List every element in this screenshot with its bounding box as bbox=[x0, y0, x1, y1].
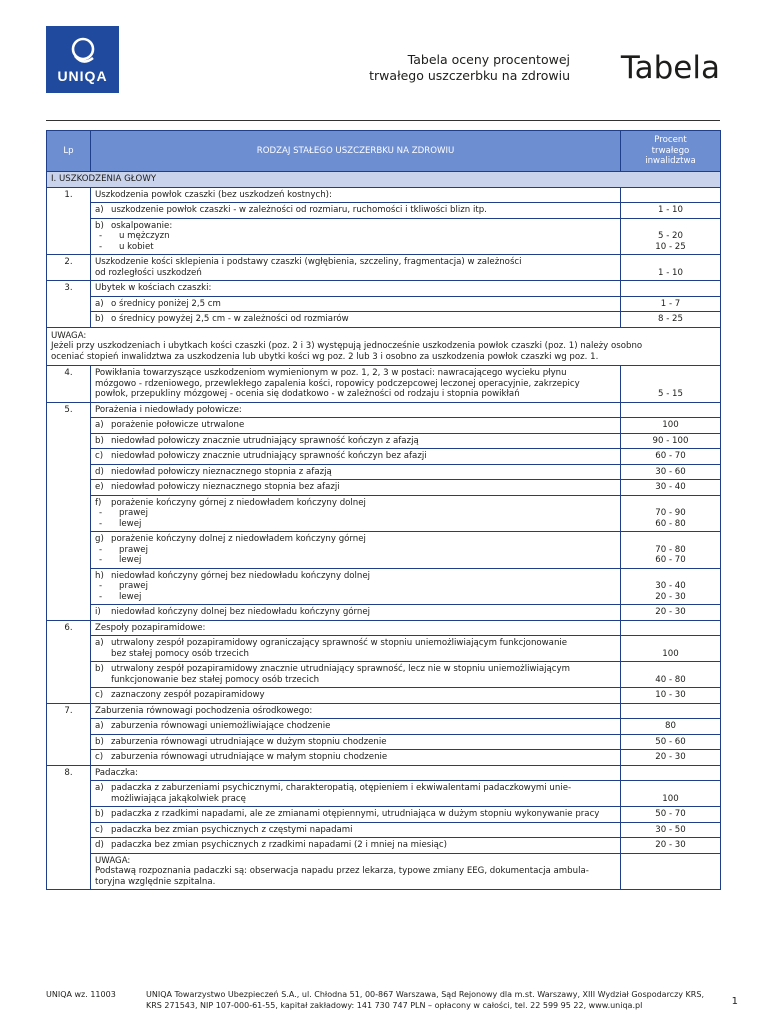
col-lp: Lp bbox=[47, 131, 91, 172]
table-header bbox=[47, 131, 721, 172]
table-row: h) niedowład kończyny górnej bez niedowładu kończyny dolnej - prawej - lewej 30 - 40 20 - 30 bbox=[47, 568, 721, 605]
table-row: d) padaczka bez zmian psychicznych z rzadkimi napadami (2 i mniej na miesiąc) 20 - 30 bbox=[47, 838, 721, 854]
document-subtitle: Tabela oceny procentowej trwałego uszczerbku na zdrowiu bbox=[369, 52, 570, 83]
page-number: 1 bbox=[731, 996, 738, 1007]
table-row: 1. Uszkodzenia powłok czaszki (bez uszkodzeń kostnych): bbox=[47, 187, 721, 203]
form-code: UNIQA wz. 11003 bbox=[46, 990, 116, 999]
table-row: a) porażenie połowicze utrwalone 100 bbox=[47, 418, 721, 434]
section-header: I. USZKODZENIA GŁOWY bbox=[47, 172, 721, 188]
logo-emblem-icon bbox=[67, 36, 99, 64]
table-row: c) zaburzenia równowagi utrudniające w małym stopniu chodzenie 20 - 30 bbox=[47, 750, 721, 766]
table-row: i) niedowład kończyny dolnej bez niedowładu kończyny górnej 20 - 30 bbox=[47, 605, 721, 621]
table-row: a) o średnicy poniżej 2,5 cm 1 - 7 bbox=[47, 296, 721, 312]
col-pct: Procent trwałego inwalidztwa bbox=[621, 131, 721, 172]
table-row: c) niedowład połowiczy znacznie utrudniający sprawność kończyn bez afazji 60 - 70 bbox=[47, 449, 721, 465]
table-row: b) oskalpowanie: - u mężczyzn - u kobiet 5 - 20 10 - 25 bbox=[47, 218, 721, 255]
table-row: d) niedowład połowiczy nieznacznego stopnia z afazją 30 - 60 bbox=[47, 464, 721, 480]
table-row: g) porażenie kończyny dolnej z niedowładem kończyny górnej - prawej - lewej 70 - 80 60 - 70 bbox=[47, 532, 721, 569]
table-row: 2. Uszkodzenie kości sklepienia i podstawy czaszki (wgłębienia, szczeliny, fragmentacja) w zależności od rozległości uszkodzeń 1 - 10 bbox=[47, 255, 721, 281]
table-row: a) utrwalony zespół pozapiramidowy ograniczający sprawność w stopniu uniemożliwiającym funkcjonowanie bez stałej pomocy osób trzecich 100 bbox=[47, 636, 721, 662]
disability-table bbox=[46, 130, 721, 890]
header-divider bbox=[46, 120, 720, 121]
col-desc: RODZAJ STAŁEGO USZCZERBKU NA ZDROWIU bbox=[91, 131, 621, 172]
table-row: a) zaburzenia równowagi uniemożliwiające chodzenie 80 bbox=[47, 719, 721, 735]
table-row: a) uszkodzenie powłok czaszki - w zależności od rozmiaru, ruchomości i tkliwości blizn itp. 1 - 10 bbox=[47, 203, 721, 219]
table-row: 3. Ubytek w kościach czaszki: bbox=[47, 281, 721, 297]
table-row: 6. Zespoły pozapiramidowe: bbox=[47, 620, 721, 636]
table-row: b) padaczka z rzadkimi napadami, ale ze zmianami otępiennymi, utrudniająca w dużym stopniu wykonywanie pracy 50 - 70 bbox=[47, 807, 721, 823]
note-row: UWAGA: Jeżeli przy uszkodzeniach i ubytkach kości czaszki (poz. 2 i 3) występują jednocześnie uszkodzenia powłok czaszki (poz. 1) należy osobno oceniać stopień inwalidztwa za uszkodzenia lub ubytki kości wg poz. 2 lub 3 i osobno za uszkodzenia powłok czaszki wg poz. 1. bbox=[47, 327, 721, 366]
table-row: b) o średnicy powyżej 2,5 cm - w zależności od rozmiarów 8 - 25 bbox=[47, 312, 721, 328]
table-row: 8. Padaczka: bbox=[47, 765, 721, 781]
note-row: UWAGA: Podstawą rozpoznania padaczki są: obserwacja napadu przez lekarza, typowe zmiany EEG, dokumentacja ambula- toryjna względnie szpitalna. bbox=[47, 853, 721, 890]
company-info: UNIQA Towarzystwo Ubezpieczeń S.A., ul. Chłodna 51, 00-867 Warszawa, Sąd Rejonowy dla m.st. Warszawy, XIII Wydział Gospodarczy KRS, KRS 271543, NIP 107-000-61-55, kapitał zakładowy: 141 730 747 PLN – opłacony w całości, tel. 22 599 95 22, www.uniqa.pl bbox=[146, 990, 704, 1010]
table-row: b) zaburzenia równowagi utrudniające w dużym stopniu chodzenie 50 - 60 bbox=[47, 734, 721, 750]
logo-text: UNIQA bbox=[57, 68, 108, 84]
table-row: c) padaczka bez zmian psychicznych z częstymi napadami 30 - 50 bbox=[47, 822, 721, 838]
table-row: e) niedowład połowiczy nieznacznego stopnia bez afazji 30 - 40 bbox=[47, 480, 721, 496]
uniqa-logo bbox=[46, 26, 119, 93]
page-title: Tabela bbox=[620, 50, 720, 86]
table-row: f) porażenie kończyny górnej z niedowładem kończyny dolnej - prawej - lewej 70 - 90 60 - 80 bbox=[47, 495, 721, 532]
table-row: c) zaznaczony zespół pozapiramidowy 10 - 30 bbox=[47, 688, 721, 704]
table-row: a) padaczka z zaburzeniami psychicznymi, charakteropatią, otępieniem i ekwiwalentami padaczkowymi unie- możliwiająca jakąkolwiek pracę 100 bbox=[47, 781, 721, 807]
table-row: b) utrwalony zespół pozapiramidowy znacznie utrudniający sprawność, lecz nie w stopniu uniemożliwiającym funkcjonowanie bez stałej pomocy osób trzecich 40 - 80 bbox=[47, 662, 721, 688]
table-row: 4. Powikłania towarzyszące uszkodzeniom wymienionym w poz. 1, 2, 3 w postaci: nawracającego wycieku płynu mózgowo - rdzeniowego, przewlekłego zapalenia kości, ropowicy podczepcowej leczonej operacyjnie, zakrzepicy powłok, przepukliny mózgowej - ocenia się dodatkowo - w zależności od rodzaju i stopnia powikłań 5 - 15 bbox=[47, 366, 721, 403]
table-row: b) niedowład połowiczy znacznie utrudniający sprawność kończyn z afazją 90 - 100 bbox=[47, 433, 721, 449]
table-row: 5. Porażenia i niedowłady połowicze: bbox=[47, 402, 721, 418]
table-row: 7. Zaburzenia równowagi pochodzenia ośrodkowego: bbox=[47, 703, 721, 719]
